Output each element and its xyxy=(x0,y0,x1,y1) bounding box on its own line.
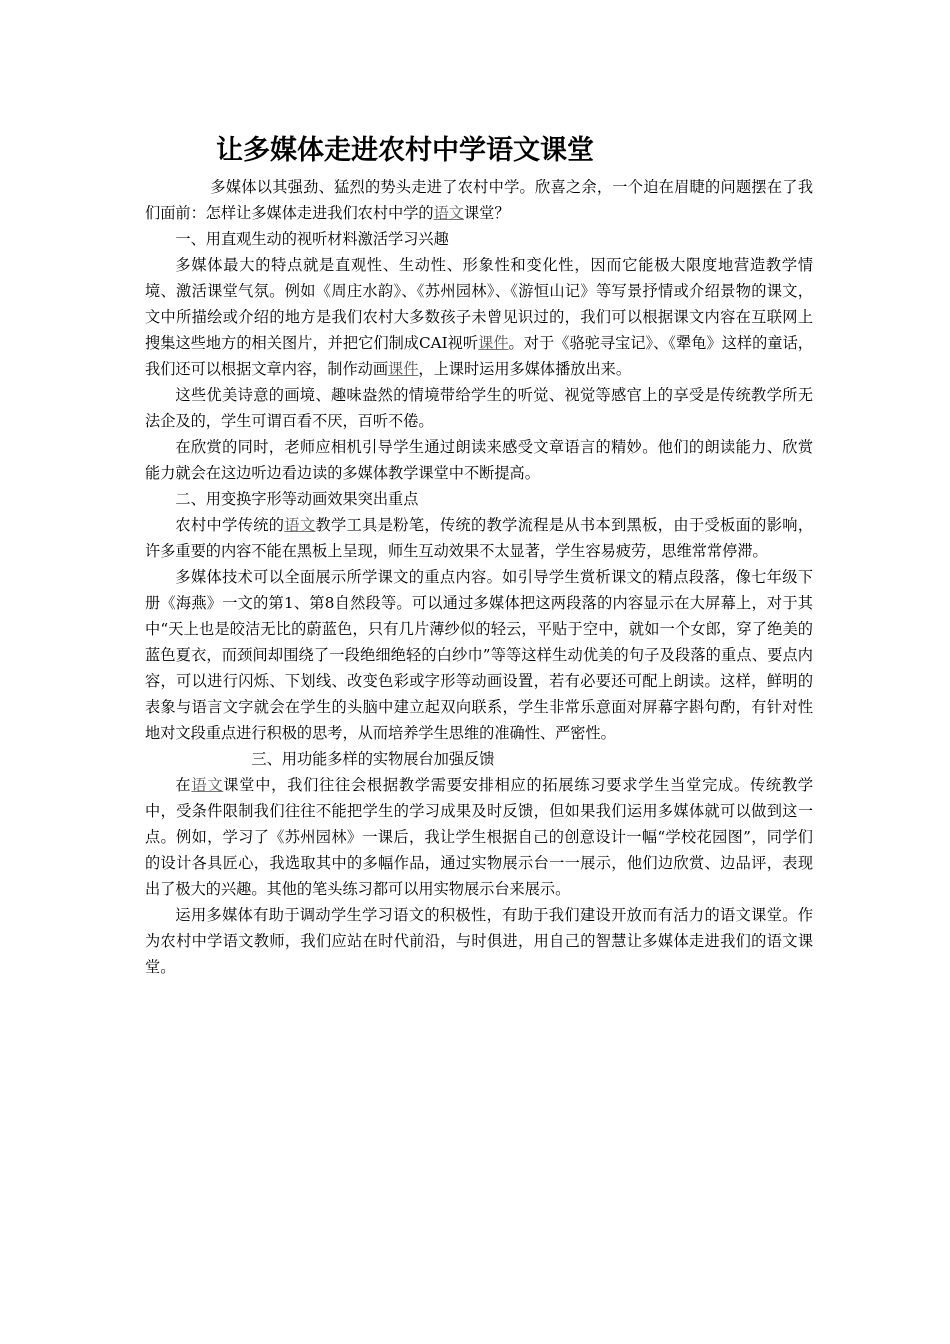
paragraph-6 xyxy=(145,772,813,902)
link-yuwen[interactable]: 语文 xyxy=(433,204,464,222)
paragraph-5: 多媒体技术可以全面展示所学课文的重点内容。如引导学生赏析课文的精点段落，像七年级下册《海燕》一文的第1、第8自然段等。可以通过多媒体把这两段落的内容显示在大屏幕上，对于其中“天上也是皎洁无比的蔚蓝色，只有几片薄纱似的轻云，平贴于空中，就如一个女郎，穿了绝美的蓝色夏衣，而颈间却围绕了一段绝细绝轻的白纱巾”等等这样生动优美的句子及段落的重点、要点内容，可以进行闪烁、下划线、改变色彩或字形等动画设置，若有必要还可配上朗读。这样，鲜明的表象与语言文字就会在学生的头脑中建立起双向联系，学生非常乐意面对屏幕字斟句酌，有针对性地对文段重点进行积极的思考，从而培养学生思维的准确性、严密性。 xyxy=(145,568,813,742)
paragraph-4 xyxy=(145,512,813,564)
document-body xyxy=(145,174,813,980)
paragraph-6-text-end: 课堂中，我们往往会根据教学需要安排相应的拓展练习要求学生当堂完成。传统教学中，受条件限制我们往往不能把学生的学习成果及时反馈，但如果我们运用多媒体就可以做到这一点。例如，学习了《苏州园林》一课后，我让学生根据自己的创意设计一幅“学校花园图”，同学们的设计各具匠心，我选取其中的多幅作品，通过实物展示台一一展示，他们边欣赏、边品评，表现出了极大的兴趣。其他的笔头练习都可以用实物展示台来展示。 xyxy=(145,776,814,898)
intro-text: 多媒体以其强劲、猛烈的势头走进了农村中学。欣喜之余，一个迫在眉睫的问题摆在了我们面前：怎样让多媒体走进我们农村中学的 xyxy=(145,178,813,222)
document-title: 让多媒体走进农村中学语文课堂 xyxy=(216,135,594,166)
paragraph-4-text-end: 教学工具是粉笔，传统的教学流程是从书本到黑板，由于受板面的影响，许多重要的内容不能在黑板上呈现，师生互动效果不太显著，学生容易疲劳，思维常常停滞。 xyxy=(145,516,814,560)
section-heading-1: 一、用直观生动的视听材料激活学习兴趣 xyxy=(175,230,449,248)
section-heading-2: 二、用变换字形等动画效果突出重点 xyxy=(175,490,419,508)
link-yuwen-3[interactable]: 语文 xyxy=(191,776,224,794)
paragraph-1-text: 多媒体最大的特点就是直观性、生动性、形象性和变化性，因而它能极大限度地营造教学情境、激活课堂气氛。例如《周庄水韵》、《苏州园林》、《游恒山记》等写景抒情或介绍景物的课文，文中所描绘或介绍的地方是我们农村大多数孩子未曾见识过的，我们可以根据课文内容在互联网上搜集这些地方的相关图片，并把它们制成CAI视听 xyxy=(145,256,813,352)
section-heading-3: 三、用功能多样的实物展台加强反馈 xyxy=(251,750,495,768)
link-kejian[interactable]: 课件 xyxy=(478,334,509,352)
link-kejian-2[interactable]: 课件 xyxy=(388,360,419,378)
paragraph-1-text-mid: 。对于《骆驼寻宝记》、《犟龟》这样的童话，我们还可以根据文章内容，制作动画 xyxy=(145,334,813,378)
conclusion-paragraph: 运用多媒体有助于调动学生学习语文的积极性，有助于我们建设开放而有活力的语文课堂。作为农村中学语文教师，我们应站在时代前沿，与时俱进，用自己的智慧让多媒体走进我们的语文课堂。 xyxy=(145,906,813,976)
paragraph-1 xyxy=(145,252,813,382)
intro-text-end: 课堂？ xyxy=(463,204,510,222)
paragraph-1-text-end: ，上课时运用多媒体播放出来。 xyxy=(418,360,631,378)
paragraph-2: 这些优美诗意的画境、趣味盎然的情境带给学生的听觉、视觉等感官上的享受是传统教学所无法企及的，学生可谓百看不厌，百听不倦。 xyxy=(145,386,813,430)
link-yuwen-2[interactable]: 语文 xyxy=(284,516,316,534)
paragraph-6-text: 在 xyxy=(175,776,192,794)
paragraph-4-text: 农村中学传统的 xyxy=(175,516,285,534)
paragraph-3: 在欣赏的同时，老师应相机引导学生通过朗读来感受文章语言的精妙。他们的朗读能力、欣赏能力就会在这边听边看边读的多媒体教学课堂中不断提高。 xyxy=(145,438,813,482)
intro-paragraph xyxy=(145,174,813,226)
